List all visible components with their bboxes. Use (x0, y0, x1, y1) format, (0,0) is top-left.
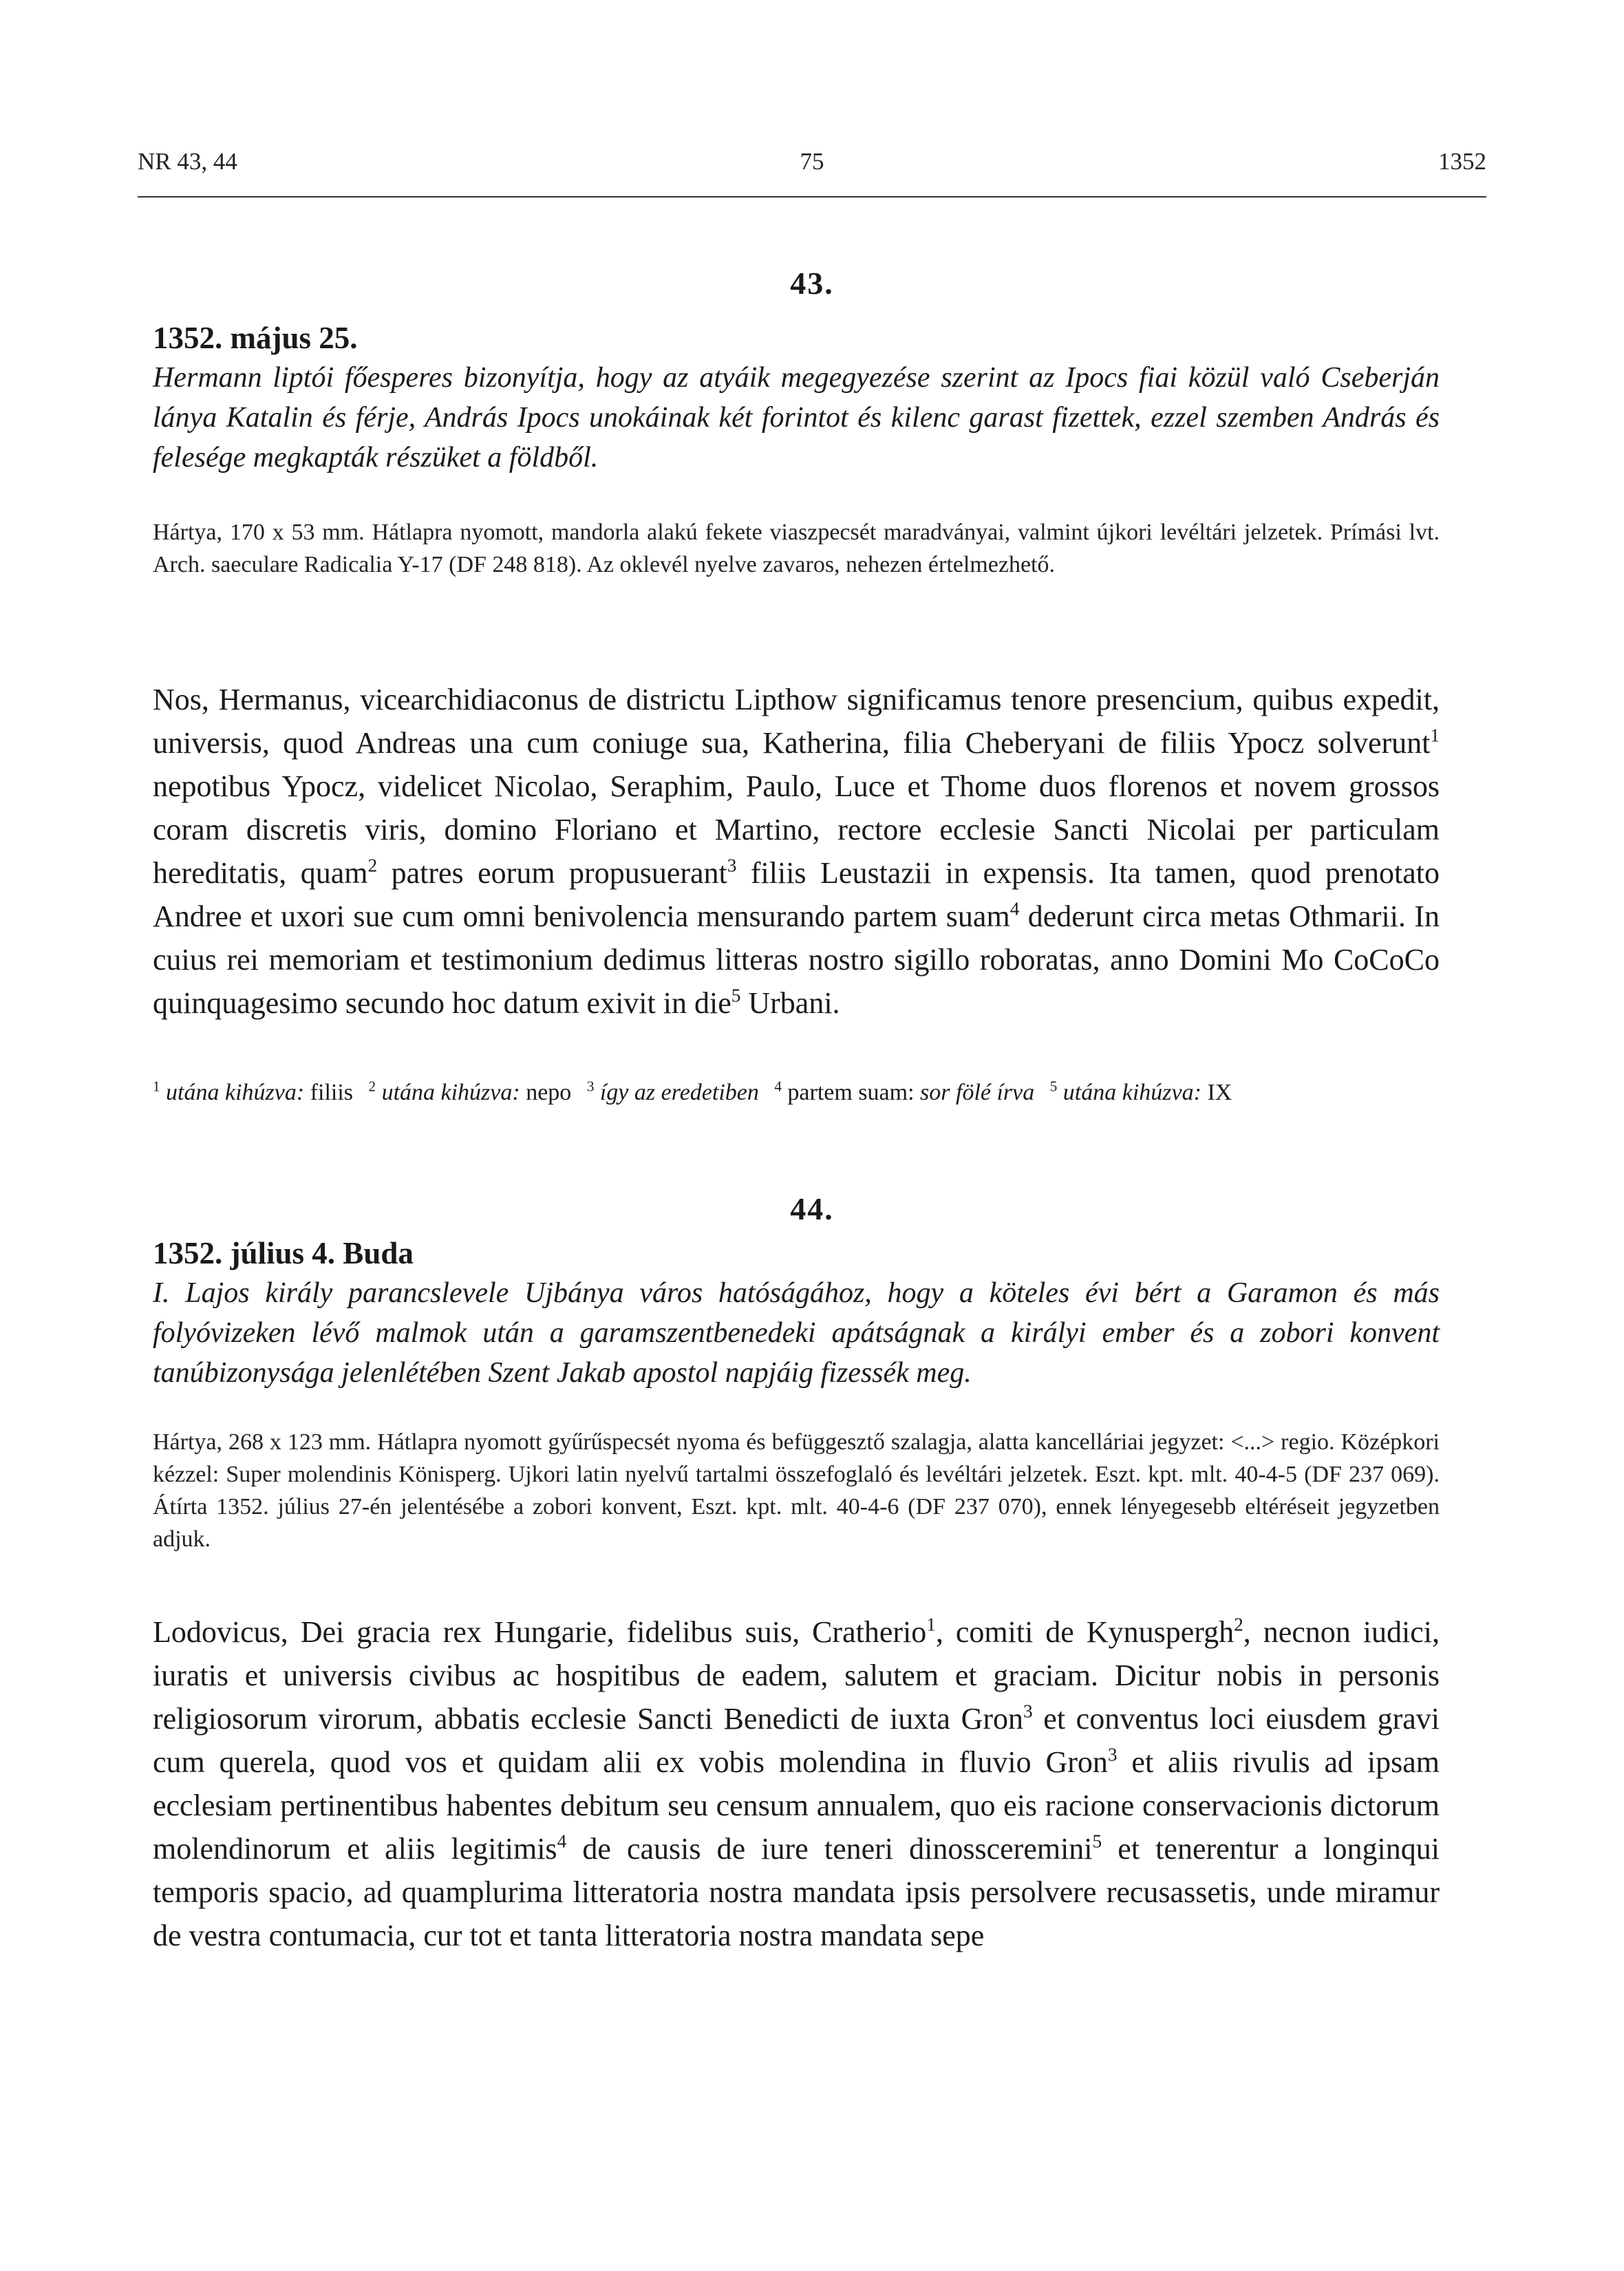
footnote-ref: 3 (1107, 1744, 1118, 1765)
footnote-ref: 5 (731, 985, 741, 1006)
footnote: $^1$ utána kihúzva: filiis (153, 1078, 354, 1105)
footnote-ref: 2 (367, 855, 378, 876)
header-entry-range: NR 43, 44 (138, 148, 237, 175)
entry-44-description: Hártya, 268 x 123 mm. Hátlapra nyomott gyűrűspecsét nyoma és befüggesztő szalagja, alatta kancelláriai jegyzet: <...> regio. Középkori kézzel: Super molendinis Könisperg. Ujkori latin nyelvű tartalmi összefoglaló és levéltári jelzetek. Eszt. kpt. mlt. 40-4-5 (DF 237 069). Átírta 1352. július 27-én jelentésébe a zobori konvent, Eszt. kpt. mlt. 40-4-6 (DF 237 070), ennek lényegesebb eltéréseit jegyzetben adjuk. (153, 1429, 1440, 1552)
footnote: $^5$ utána kihúzva: IX (1049, 1078, 1232, 1105)
footnote-ref: 3 (727, 855, 737, 876)
footnote: $^4$ partem suam: sor fölé írva (774, 1078, 1035, 1105)
running-header (138, 148, 1486, 182)
header-year: 1352 (1438, 148, 1486, 175)
footnote-ref: 4 (557, 1831, 567, 1852)
entry-43-footnotes (153, 1077, 1440, 1109)
footnote: $^2$ utána kihúzva: nepo (368, 1078, 572, 1105)
page-number: 75 (800, 148, 824, 175)
footnote-ref: 2 (1234, 1614, 1243, 1635)
entry-43-regest: Hermann liptói főesperes bizonyítja, hogy az atyáik megegyezése szerint az Ipocs fiai közül való Cseberján lánya Katalin és férje, András Ipocs unokáinak két forintot és kilenc garast fizettek, ezzel szemben András és felesége megkapták részüket a földből. (153, 362, 1440, 473)
entry-43-date: 1352. május 25. (153, 321, 358, 355)
footnote-ref: 5 (1092, 1831, 1102, 1852)
entry-44-date: 1352. július 4. Buda (153, 1236, 414, 1270)
entry-44-text: Lodovicus, Dei gracia rex Hungarie, fidelibus suis, Cratherio$^1$, comiti de Kynuspergh$^2$, necnon iudici, iuratis et universis civibus ac hospitibus de eadem, salutem et graciam. Dicitur nobis in personis religiosorum virorum, abbatis ecclesie Sancti Benedicti de iuxta Gron$^3$ et conventus loci eiusdem gravi cum querela, quod vos et quidam alii ex vobis molendina in fluvio Gron$^3$ et aliis rivulis ad ipsam ecclesiam pertinentibus habentes debitum seu censum annualem, quo eis racione conservacionis dictorum molendinorum et aliis legitimis$^4$ de causis de iure teneri dinossceremini$^5$ et tenerentur a longinqui temporis spacio, ad quamplurima litteratoria nostra mandata ipsis persolvere recusassetis, unde miramur de vestra contumacia, cur tot et tanta litteratoria nostra mandata sepe (153, 1614, 1440, 1952)
entry-44-regest: I. Lajos király parancslevele Ujbánya város hatóságához, hogy a köteles évi bért a Garamon és más folyóvizeken lévő malmok után a garamszentbenedeki apátságnak a királyi ember és a zobori konvent tanúbizonysága jelenlétében Szent Jakab apostol napjáig fizessék meg. (153, 1277, 1440, 1389)
footnote-ref: 3 (1023, 1700, 1033, 1722)
footnote-ref: 4 (1009, 898, 1020, 919)
entry-44-number: 44. (790, 1191, 834, 1226)
footnote: $^3$ így az eredetiben (586, 1078, 759, 1105)
footnote-ref: 1 (926, 1614, 936, 1635)
entry-43-number: 43. (790, 266, 834, 301)
entry-43-description: Hártya, 170 x 53 mm. Hátlapra nyomott, mandorla alakú fekete viaszpecsét maradványai, valmint újkori levéltári jelzetek. Prímási lvt. Arch. saeculare Radicalia Y-17 (DF 248 818). Az oklevél nyelve zavaros, nehezen értelmezhető. (153, 520, 1440, 577)
entry-43-text: Nos, Hermanus, vicearchidiaconus de districtu Lipthow significamus tenore presencium, quibus expedit, universis, quod Andreas una cum coniuge sua, Katherina, filia Cheberyani de filiis Ypocz solverunt$^1$ nepotibus Ypocz, videlicet Nicolao, Seraphim, Paulo, Luce et Thome duos florenos et novem grossos coram discretis viris, domino Floriano et Martino, rectore ecclesie Sancti Nicolai per particulam hereditatis, quam$^2$ patres eorum propusuerant$^3$ filiis Leustazii in expensis. Ita tamen, quod prenotato Andree et uxori sue cum omni benivolencia mensurando partem suam$^4$ dederunt circa metas Othmarii. In cuius rei memoriam et testimonium dedimus litteras nostro sigillo roboratas, anno Domini Mo CoCoCo quinquagesimo secundo hoc datum exivit in die$^5$ Urbani. (153, 683, 1440, 1020)
footnote-ref: 1 (1430, 725, 1440, 746)
header-rule (138, 196, 1486, 198)
